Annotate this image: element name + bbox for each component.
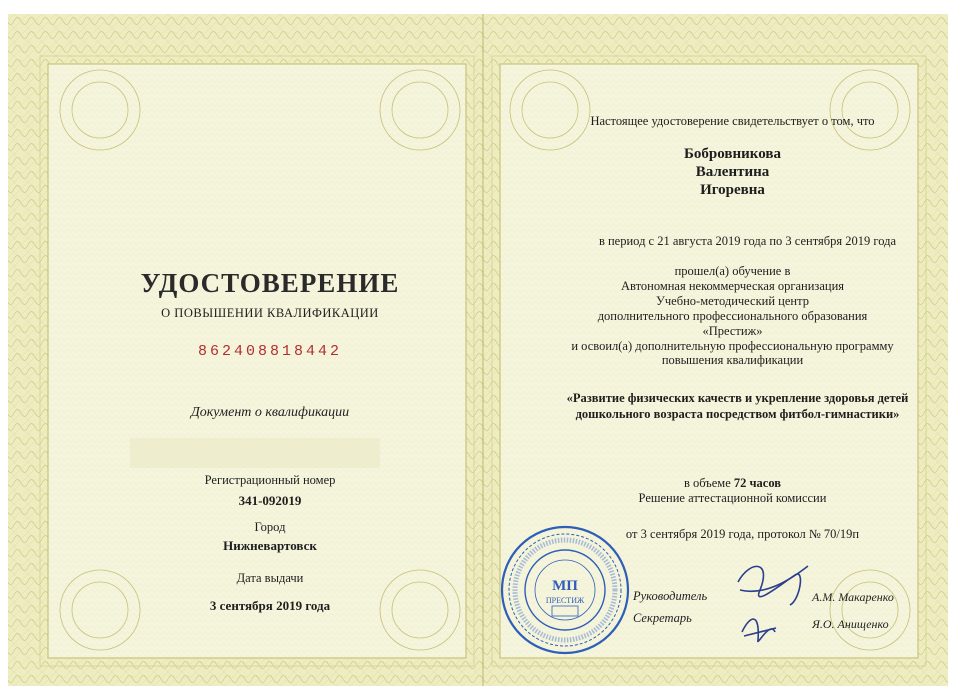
registration-label: Регистрационный номер [204, 473, 336, 487]
recipient-patronymic: Игоревна [700, 182, 765, 198]
issue-date-value: 3 сентября 2019 года [209, 598, 331, 613]
document-type: Документ о квалификации [190, 405, 350, 420]
certificate-subtitle: О ПОВЫШЕНИИ КВАЛИФИКАЦИИ [161, 306, 379, 320]
volume-line [505, 476, 960, 491]
city-value: Нижневартовск [223, 538, 317, 553]
org-line-1: прошел(а) обучение в [674, 264, 791, 278]
seal-center-text: МП [552, 578, 578, 594]
program-title-line-1: «Развитие физических качеств и укрепление здоровья детей [566, 391, 909, 405]
protocol-line: от 3 сентября 2019 года, протокол № 70/19п [625, 527, 860, 541]
program-title-line-2: дошкольного возраста посредством фитбол-гимнастики» [575, 407, 900, 421]
watermark-band [130, 438, 380, 468]
head-role: Руководитель [633, 589, 708, 603]
volume-prefix: в объеме [683, 476, 731, 490]
recipient-surname: Бобровникова [684, 146, 781, 162]
org-line-4: дополнительного профессионального образования [597, 309, 868, 323]
training-period: в период с 21 августа 2019 года по 3 сентября 2019 года [598, 234, 897, 248]
org-line-2: Автономная некоммерческая организация [620, 279, 845, 293]
org-line-3: Учебно-методический центр [656, 294, 809, 308]
org-line-7: повышения квалификации [661, 353, 804, 367]
registration-number: 341-092019 [238, 493, 302, 508]
org-line-5: «Престиж» [702, 324, 763, 338]
seal-inner-text: ПРЕСТИЖ [545, 596, 585, 605]
secretary-role: Секретарь [633, 611, 692, 625]
issue-date-label: Дата выдачи [236, 571, 304, 585]
serial-number: 862408818442 [197, 343, 343, 360]
city-label: Город [254, 520, 286, 534]
head-name: А.М. Макаренко [812, 590, 894, 604]
certificate-title: УДОСТОВЕРЕНИЕ [140, 268, 400, 298]
org-line-6: и освоил(а) дополнительную профессиональную программу [571, 339, 894, 353]
volume-value: 72 часов [733, 476, 782, 490]
secretary-name: Я.О. Анищенко [812, 617, 889, 631]
intro-text: Настоящее удостоверение свидетельствует о том, что [590, 114, 875, 128]
recipient-first-name: Валентина [695, 164, 770, 180]
commission-decision: Решение аттестационной комиссии [638, 491, 827, 505]
